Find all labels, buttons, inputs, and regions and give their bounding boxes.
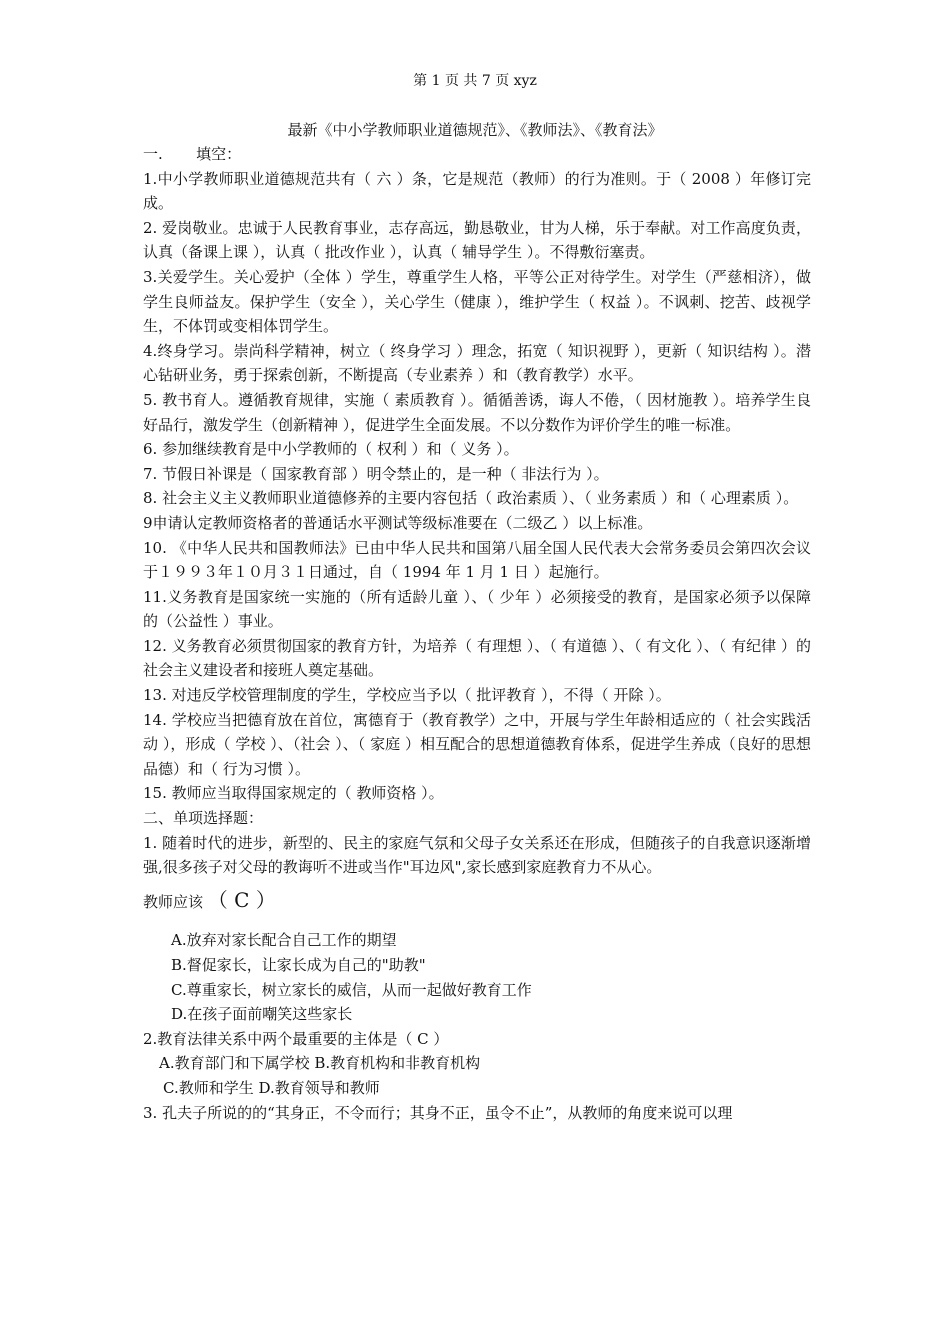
fill-item: 12. 义务教育必须贯彻国家的教育方针，为培养（ 有理想 ）、（ 有道德 ）、（ 有文化 ）、（ 有纪律 ）的社会主义建设者和接班人奠定基础。 [143,636,811,680]
question-2-stem: 2.教育法律关系中两个最重要的主体是（ C ） [143,1029,449,1048]
fill-item: 9申请认定教师资格者的普通话水平测试等级标准要在（二级乙 ）以上标准。 [143,513,653,532]
document-body [143,142,811,1125]
question-1-option-b: B.督促家长，让家长成为自己的"助教" [171,956,426,974]
fill-item: 3.关爱学生。关心爱护（全体 ）学生，尊重学生人格，平等公正对待学生。对学生（严慈相济），做学生良师益友。保护学生（安全 ），关心学生（健康 ），维护学生（ 权益 ）。不讽刺、挖苦、歧视学生，不体罚或变相体罚学生。 [143,267,811,336]
fill-item: 13. 对违反学校管理制度的学生，学校应当予以（ 批评教育 ），不得（ 开除 ）。 [143,686,671,705]
fill-item: 1.中小学教师职业道德规范共有（ 六 ）条，它是规范（教师）的行为准则。于（ 2008 ）年修订完成。 [143,169,811,213]
question-1-option-a: A.放弃对家长配合自己工作的期望 [171,931,397,950]
spacer [143,914,811,928]
fill-item: 10. 《中华人民共和国教师法》已由中华人民共和国第八届全国人民代表大会常务委员会第四次会议于１９９３年１０月３１日通过，自（ 1994 年 1 月 1 日 ）起施行。 [143,538,811,582]
fill-item: 15. 教师应当取得国家规定的（ 教师资格 ）。 [143,784,444,803]
question-1-lead [143,888,811,915]
question-1-answer: （ C ） [207,887,276,912]
question-2-options-line2: C.教师和学生 D.教育领导和教师 [163,1078,380,1097]
question-3-stem: 3. 孔夫子所说的的“其身正，不令而行；其身不正，虽令不止”，从教师的角度来说可以理 [143,1103,733,1122]
question-2-options-line1: A.教育部门和下属学校 B.教育机构和非教育机构 [159,1054,481,1073]
section-heading-fill: 一. 填空： [143,145,242,163]
fill-item: 2. 爱岗敬业。忠诚于人民教育事业，志存高远，勤恳敬业，甘为人梯，乐于奉献。对工作高度负责，认真（备课上课 ），认真（ 批改作业 ），认真（ 辅导学生 ）。不得敷衍塞责。 [143,218,811,262]
page-header: 第 1 页 共 7 页 xyz [413,73,537,89]
fill-item: 11.义务教育是国家统一实施的（所有适龄儿童 ）、（ 少年 ）必须接受的教育，是国家必须予以保障的（公益性 ）事业。 [143,587,811,631]
fill-item: 6. 参加继续教育是中小学教师的（ 权利 ）和（ 义务 ）。 [143,440,519,459]
fill-item: 14. 学校应当把德育放在首位，寓德育于（教育教学）之中，开展与学生年龄相适应的（ 社会实践活动 ），形成（ 学校 ）、（社会 ）、（ 家庭 ）相互配合的思想道德教育体系，促进学生养成（良好的思想品德）和（ 行为习惯 ）。 [143,710,811,778]
question-1-stem: 1. 随着时代的进步，新型的、民主的家庭气氛和父母子女关系还在形成，但随孩子的自我意识逐渐增强,很多孩子对父母的教诲听不进或当作"耳边风",家长感到家庭教育力不从心。 [143,833,811,877]
section-heading-choice: 二、单项选择题： [143,809,264,828]
document-title: 最新《中小学教师职业道德规范》、《教师法》、《教育法》 [287,121,663,139]
fill-item: 8. 社会主义主义教师职业道德修养的主要内容包括（ 政治素质 ）、（ 业务素质 ）和（ 心理素质 ）。 [143,489,799,508]
question-1-lead-text: 教师应该 [143,892,204,911]
fill-item: 7. 节假日补课是（ 国家教育部 ）明令禁止的，是一种（ 非法行为 ）。 [143,464,609,483]
spacer [143,880,811,888]
question-1-option-c: C.尊重家长，树立家长的威信，从而一起做好教育工作 [171,980,532,999]
question-1-option-d: D.在孩子面前嘲笑这些家长 [171,1005,353,1024]
fill-item: 5. 教书育人。遵循教育规律，实施（ 素质教育 ）。循循善诱，诲人不倦，（ 因材施教 ）。培养学生良好品行，激发学生（创新精神 ），促进学生全面发展。不以分数作为评价学生的唯一标准。 [143,390,811,434]
fill-item: 4.终身学习。崇尚科学精神，树立（ 终身学习 ）理念，拓宽（ 知识视野 ），更新（ 知识结构 ）。潜心钻研业务，勇于探索创新，不断提高（专业素养 ）和（教育教学）水平。 [143,341,811,385]
